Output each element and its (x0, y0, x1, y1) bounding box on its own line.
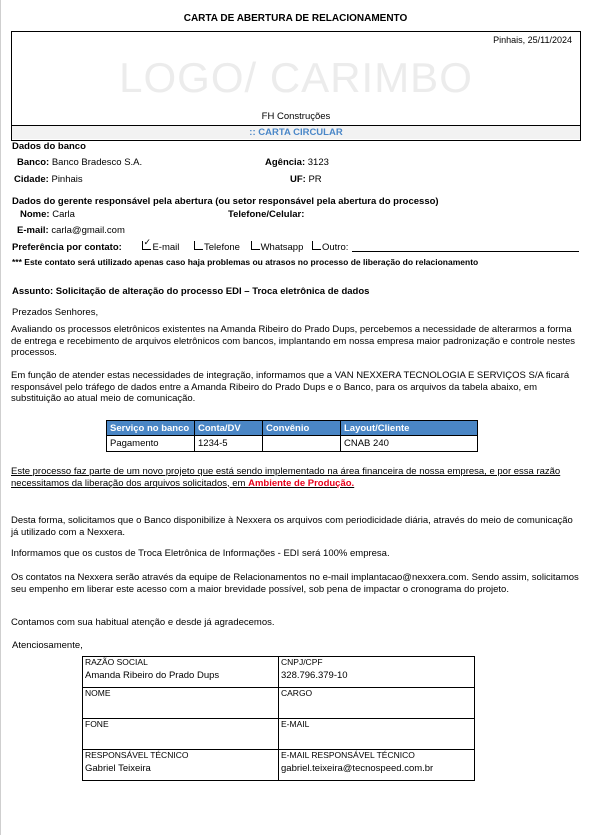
paragraph-1: Avaliando os processos eletrônicos existentes na Amanda Ribeiro do Prado Dups, percebemos a necessidade de alterarmos a forma de entrega e recebimento de arquivos eletrônicos com bancos, implantando em nossa empresa maior padronização e controle nestes processos. (11, 324, 575, 358)
table-row (83, 719, 475, 750)
email-cell (279, 719, 475, 750)
option-email-label: E-mail (152, 242, 180, 253)
account-cell: 1234-5 (195, 436, 263, 452)
service-cell: Pagamento (107, 436, 195, 452)
manager-name-label: Nome: (20, 209, 50, 220)
letter-date: Pinhais, 25/11/2024 (493, 35, 572, 45)
cargo-cell (279, 688, 475, 719)
manager-section-title: Dados do gerente responsável pela abertura (ou setor responsável pela abertura do processo) (12, 196, 439, 207)
phone-checkbox[interactable] (194, 241, 203, 250)
city-label: Cidade: (14, 174, 49, 185)
resp-email-cell (279, 750, 475, 781)
manager-phone-label: Telefone/Celular: (228, 209, 305, 220)
fone-label: FONE (85, 719, 109, 729)
option-phone[interactable] (194, 242, 240, 253)
company-name: FH Construções (261, 111, 331, 122)
agreement-cell (263, 436, 341, 452)
greeting: Prezados Senhores, (12, 307, 99, 318)
paragraph-2: Em função de atender estas necessidades de integração, informamos que a VAN NEXXERA TECNOLOGIA E SERVIÇOS S/A ficará responsável pelo tráfego de dados entre a Amanda Ribeiro do Prado Dups e o Banco, para os arquivos da tabela abaixo, em substituição ao atual meio de comunicação. (11, 370, 570, 404)
paragraph-4: Desta forma, solicitamos que o Banco disponibilize à Nexxera os arquivos com periodicidade diária, através do meio de comunicação já utilizado com a Nexxera. (11, 515, 573, 538)
email-value (281, 730, 472, 746)
contact-preference-label: Preferência por contato: (12, 242, 122, 253)
account-header: Conta/DV (195, 421, 263, 436)
city-value: Pinhais (51, 174, 83, 185)
service-table-header (107, 421, 478, 436)
other-contact-input-line[interactable] (352, 251, 579, 252)
bank-label: Banco: (17, 157, 50, 168)
agreement-header: Convênio (263, 421, 341, 436)
cnpj-cell (279, 657, 475, 688)
closing: Atenciosamente, (12, 640, 83, 651)
other-checkbox[interactable] (312, 241, 321, 250)
agency-label: Agência: (265, 157, 306, 168)
letter-header-box (11, 31, 581, 141)
cargo-label: CARGO (281, 688, 313, 698)
layout-header: Layout/Cliente (341, 421, 478, 436)
page-edge (0, 0, 1, 835)
manager-name-field (20, 209, 75, 220)
contact-note: *** Este contato será utilizado apenas caso haja problemas ou atrasos no processo de liberação do relacionamento (12, 257, 479, 267)
email-checkbox[interactable] (142, 241, 151, 250)
nome-label: NOME (85, 688, 111, 698)
razao-label: RAZÃO SOCIAL (85, 657, 148, 667)
production-environment-highlight: Ambiente de Produção. (248, 477, 355, 489)
cnpj-label: CNPJ/CPF (281, 657, 323, 667)
paragraph-3-text: Este processo faz parte de um novo projeto que está sendo implementado na área financeira de nossa empresa, e por essa razão necessitamos da liberação dos arquivos solicitados, em (11, 466, 561, 489)
uf-value: PR (308, 174, 322, 185)
table-row (83, 750, 475, 781)
signature-table (82, 656, 475, 781)
option-phone-label: Telefone (204, 242, 240, 253)
whatsapp-checkbox[interactable] (251, 241, 260, 250)
cargo-value (281, 699, 472, 715)
paragraph-7: Contamos com sua habitual atenção e desde já agradecemos. (11, 617, 275, 628)
paragraph-3 (11, 466, 581, 489)
resp-email-value: gabriel.teixeira@tecnospeed.com.br (281, 763, 434, 774)
document-title: CARTA DE ABERTURA DE RELACIONAMENTO (183, 13, 408, 24)
uf-label: UF: (290, 174, 306, 185)
manager-name-value: Carla (52, 209, 75, 220)
service-header: Serviço no banco (107, 421, 195, 436)
resp-label: RESPONSÁVEL TÉCNICO (85, 750, 189, 760)
city-field (14, 174, 83, 185)
option-whatsapp[interactable] (251, 242, 304, 253)
option-other-label: Outro: (322, 242, 349, 253)
table-row (83, 688, 475, 719)
option-whatsapp-label: Whatsapp (260, 242, 304, 253)
circular-banner: :: CARTA CIRCULAR (12, 125, 580, 139)
cnpj-value: 328.796.379-10 (281, 670, 348, 681)
bank-section-title: Dados do banco (12, 141, 86, 152)
option-email[interactable] (142, 242, 179, 253)
table-row (83, 657, 475, 688)
resp-value: Gabriel Teixeira (85, 763, 151, 774)
option-other[interactable] (312, 242, 348, 253)
manager-email-field (17, 225, 125, 236)
agency-field (265, 157, 329, 168)
subject-line: Assunto: Solicitação de alteração do processo EDI – Troca eletrônica de dados (12, 286, 370, 297)
uf-field (290, 174, 322, 185)
bank-value: Banco Bradesco S.A. (51, 157, 143, 168)
service-table (106, 420, 478, 452)
paragraph-6: Os contatos na Nexxera serão através da equipe de Relacionamentos no e-mail implantacao@nexxera.com. Sendo assim, solicitamos seu empenho em liberar este acesso com a maior brevidade possível, sob pena de impactar o cronograma do projeto. (11, 572, 579, 595)
razao-value: Amanda Ribeiro do Prado Dups (85, 670, 220, 681)
nome-cell (83, 688, 279, 719)
manager-email-value: carla@gmail.com (51, 225, 125, 236)
paragraph-5: Informamos que os custos de Troca Eletrônica de Informações - EDI será 100% empresa. (11, 548, 390, 559)
agency-value: 3123 (307, 157, 329, 168)
resp-cell (83, 750, 279, 781)
logo-placeholder: LOGO/ CARIMBO (119, 54, 473, 101)
layout-cell: CNAB 240 (341, 436, 478, 452)
fone-value (85, 730, 276, 746)
resp-email-label: E-MAIL RESPONSÁVEL TÉCNICO (281, 750, 415, 760)
contact-preference-row (12, 241, 348, 253)
manager-email-label: E-mail: (17, 225, 49, 236)
email-label: E-MAIL (281, 719, 310, 729)
table-row (107, 436, 478, 452)
nome-value (85, 699, 276, 715)
bank-field (17, 157, 142, 168)
fone-cell (83, 719, 279, 750)
razao-cell (83, 657, 279, 688)
